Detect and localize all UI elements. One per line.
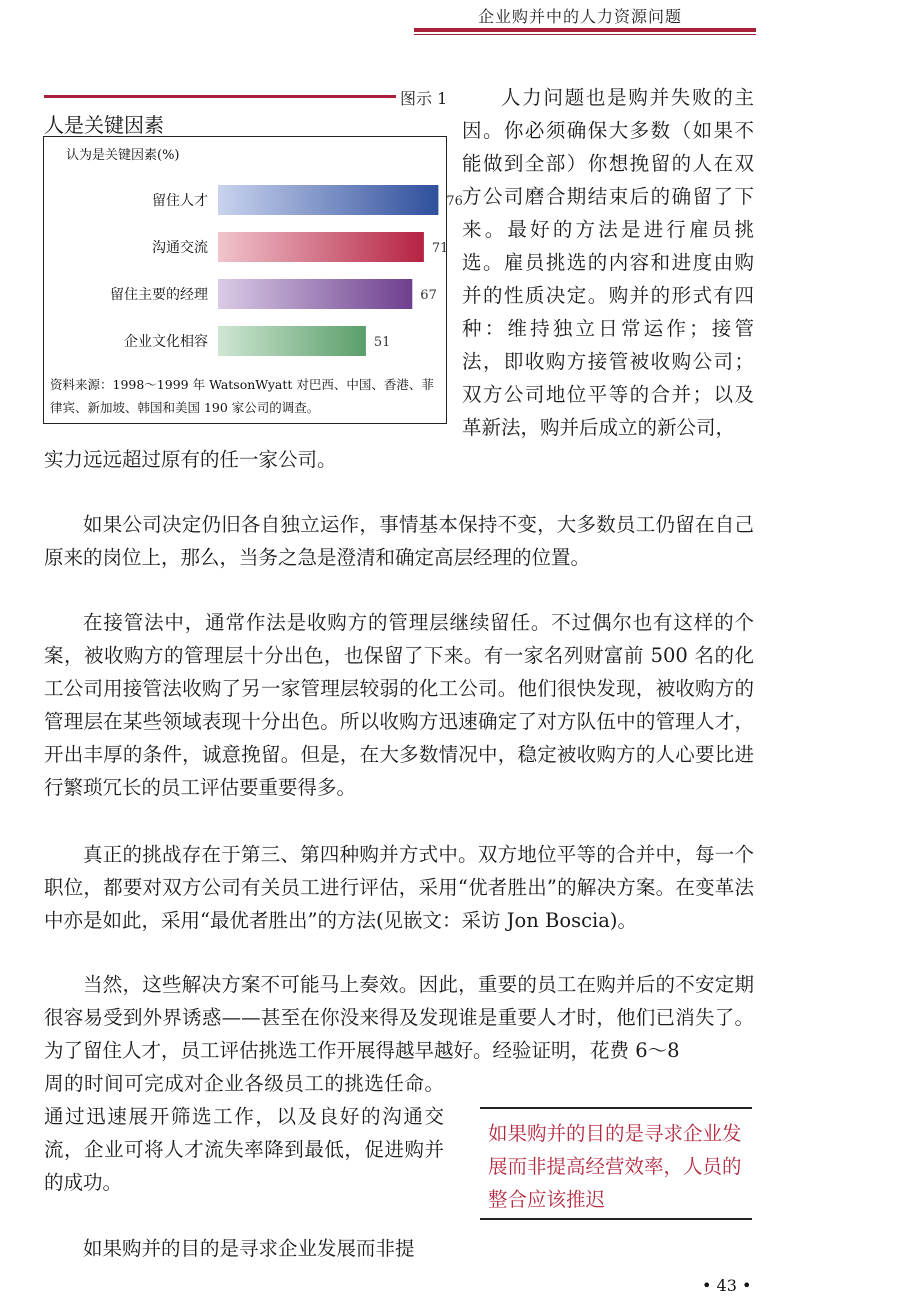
paragraph-2: 如果公司决定仍旧各自独立运作，事情基本保持不变，大多数员工仍留在自己原来的岗位上，那么，当务之急是澄清和确定高层经理的位置。 bbox=[44, 513, 754, 569]
value-label: 71 bbox=[431, 241, 449, 256]
figure-rule bbox=[44, 95, 396, 98]
pullquote: 如果购并的目的是寻求企业发展而非提高经营效率，人员的整合应该推迟 bbox=[488, 1122, 742, 1211]
running-header-title: 企业购并中的人力资源问题 bbox=[478, 7, 683, 26]
paragraph-4: 真正的挑战存在于第三、第四种购并方式中。双方地位平等的合并中，每一个职位，都要对双方公司有关员工进行评估，采用“优者胜出”的解决方案。在变革法中亦是如此，采用“最优者胜出”的方法(见嵌文：采访 Jon Boscia)。 bbox=[44, 843, 754, 932]
pullquote-rule-bottom bbox=[480, 1218, 752, 1220]
value-label: 76 bbox=[446, 194, 463, 209]
figure-title: 人是关键因素 bbox=[44, 113, 164, 137]
paragraph-3: 在接管法中，通常作法是收购方的管理层继续留任。不过偶尔也有这样的个案，被收购方的管理层十分出色，也保留了下来。有一家名列财富前 500 名的化工公司用接管法收购了另一家管理层较弱的化工公司。他们很快发现，被收购方的管理层在某些领域表现十分出色。所以收购方迅速确定了对方队伍中的管理人才，开出丰厚的条件，诚意挽留。但是，在大多数情况中，稳定被收购方的人心要比进行繁琐冗长的员工评估要重要得多。 bbox=[44, 611, 754, 799]
figure-label: 图示 1 bbox=[400, 89, 448, 108]
bar bbox=[218, 185, 438, 215]
paragraph-6: 如果购并的目的是寻求企业发展而非提 bbox=[83, 1237, 415, 1260]
category-label: 沟通交流 bbox=[152, 240, 208, 256]
category-label: 企业文化相容 bbox=[124, 334, 208, 350]
paragraph-1-end: 实力远远超过原有的任一家公司。 bbox=[44, 448, 337, 471]
bar bbox=[218, 326, 366, 356]
value-label: 51 bbox=[373, 335, 391, 350]
page-number: • 43 • bbox=[702, 1276, 752, 1295]
paragraph-5: 当然，这些解决方案不可能马上奏效。因此，重要的员工在购并后的不安定期很容易受到外界诱惑——甚至在你没来得及发现谁是重要人才时，他们已消失了。为了留住人才，员工评估挑选工作开展得越早越好。经验证明，花费 6～8 bbox=[44, 973, 754, 1062]
value-label: 67 bbox=[420, 288, 437, 303]
bar bbox=[218, 232, 424, 262]
figure-box bbox=[43, 136, 463, 424]
header-rule-thin bbox=[414, 34, 756, 35]
paragraph-1: 人力问题也是购并失败的主因。你必须确保大多数（如果不能做到全部）你想挽留的人在双方公司磨合期结束后的确留了下来。最好的方法是进行雇员挑选。雇员挑选的内容和进度由购并的性质决定。购并的形式有四种：维持独立日常运作；接管法，即收购方接管被收购公司；双方公司地位平等的合并；以及革新法，购并后成立的新公司， bbox=[462, 86, 754, 439]
bar bbox=[218, 279, 412, 309]
category-label: 留住主要的经理 bbox=[110, 287, 208, 303]
source-note: 资料来源：1998～1999 年 WatsonWyatt 对巴西、中国、香港、菲律宾、新加坡、韩国和美国 190 家公司的调查。 bbox=[50, 377, 434, 415]
category-label: 留住人才 bbox=[152, 193, 208, 209]
pullquote-rule-top bbox=[480, 1107, 752, 1109]
header-rule-thick bbox=[414, 28, 756, 32]
paragraph-5-cont: 周的时间可完成对企业各级员工的挑选任命。通过迅速展开筛选工作，以及良好的沟通交流，企业可将人才流失率降到最低，促进购并的成功。 bbox=[44, 1072, 444, 1194]
bar-chart bbox=[44, 137, 463, 377]
chart-subtitle: 认为是关键因素(%) bbox=[66, 148, 180, 163]
